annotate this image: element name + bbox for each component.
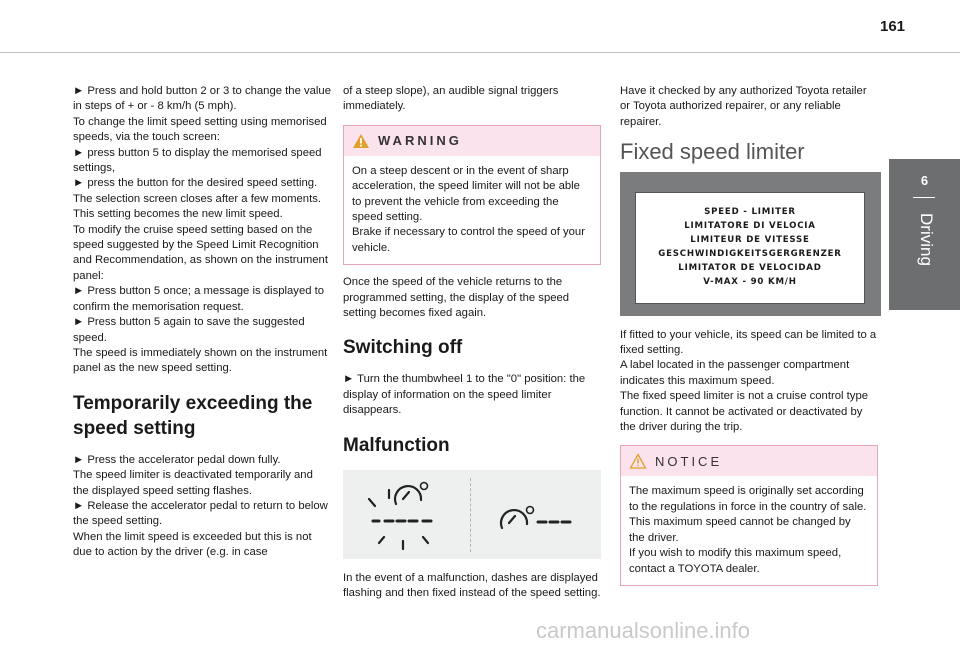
paragraph: When the limit speed is exceeded but this is not due to action by the driver (e.g. in case — [73, 530, 312, 559]
notice-header — [621, 446, 877, 476]
paragraph: Once the speed of the vehicle returns to the programmed setting, the display of the speed setting becomes fixed again. — [343, 276, 570, 320]
speed-limiter-label-photo — [620, 172, 881, 316]
paragraph: This setting becomes the new limit speed. — [73, 208, 283, 221]
illustration-divider — [470, 478, 471, 552]
label-line: LIMITATORE DI VELOCIA — [684, 221, 816, 232]
flashing-dashes-speedometer-icon — [343, 470, 463, 559]
notice-icon — [629, 453, 647, 469]
notice-title: NOTICE — [655, 453, 723, 469]
warning-header — [344, 126, 600, 156]
section-heading-malfunction: Malfunction — [343, 434, 450, 456]
paragraph: Brake if necessary to control the speed of your vehicle. — [352, 226, 585, 254]
paragraph: Have it checked by any authorized Toyota retailer or Toyota authorized repairer, or any reliable repairer. — [620, 85, 867, 128]
label-line: LIMITATOR DE VELOCIDAD — [678, 263, 822, 274]
page-number: 161 — [880, 18, 906, 35]
column-2 — [343, 84, 601, 602]
paragraph: If fitted to your vehicle, its speed can be limited to a fixed setting. — [620, 328, 877, 357]
paragraph: ► Release the accelerator pedal to return to below the speed setting. — [73, 499, 328, 528]
paragraph: The speed is immediately shown on the instrument panel as the new speed setting. — [73, 346, 328, 375]
paragraph: The fixed speed limiter is not a cruise control type function. It cannot be activated or deactivated by the driver during the trip. — [620, 390, 869, 434]
paragraph: In the event of a malfunction, dashes are displayed flashing and then fixed instead of the speed setting. — [343, 571, 601, 600]
warning-title: WARNING — [378, 133, 462, 149]
paragraph: ► Press button 5 once; a message is displayed to confirm the memorisation request. — [73, 285, 325, 313]
label-line: SPEED - LIMITER — [704, 207, 796, 218]
paragraph: ► Press and hold button 2 or 3 to change the value in steps of + or - 8 km/h (5 mph). — [73, 85, 332, 113]
paragraph: ► Press the accelerator pedal down fully. — [73, 453, 281, 466]
label-line: V-MAX - 90 KM/H — [703, 277, 797, 288]
fixed-dashes-speedometer-icon — [488, 470, 598, 559]
paragraph: On a steep descent or in the event of sharp acceleration, the speed limiter will not be able to prevent the vehicle from exceeding the speed setting. — [352, 164, 580, 224]
chapter-number: 6 — [920, 173, 929, 188]
chapter-title: Driving — [917, 213, 936, 266]
paragraph: The selection screen closes after a few moments. — [73, 192, 322, 205]
section-heading-switching-off: Switching off — [343, 337, 463, 359]
paragraph: of a steep slope), an audible signal triggers immediately. — [343, 85, 559, 113]
paragraph: ► press the button for the desired speed setting. — [73, 177, 318, 190]
warning-box — [343, 125, 601, 265]
paragraph: To modify the cruise speed setting based on the speed suggested by the Speed Limit Recognition and Recommendation, as shown on the instrument panel: — [73, 223, 328, 282]
section-heading-temporarily-exceeding: Temporarily exceeding the speed setting — [73, 392, 313, 439]
column-3 — [620, 84, 878, 596]
chapter-tab-divider — [913, 197, 935, 198]
paragraph: ► press button 5 to display the memorised speed settings, — [73, 146, 322, 175]
warning-icon — [352, 133, 370, 149]
paragraph: ► Press button 5 again to save the suggested speed. — [73, 316, 305, 344]
column-1 — [73, 84, 331, 561]
paragraph: This maximum speed cannot be changed by the driver. — [629, 516, 851, 544]
chapter-tab — [889, 159, 960, 310]
paragraph: ► Turn the thumbwheel 1 to the "0" position: the display of information on the speed limiter disappears. — [343, 373, 586, 417]
speed-limiter-label — [635, 192, 865, 304]
paragraph: A label located in the passenger compartment indicates this maximum speed. — [620, 359, 850, 387]
paragraph: The speed limiter is deactivated temporarily and the displayed speed setting flashes. — [73, 469, 313, 497]
notice-body — [621, 476, 877, 584]
watermark: carmanualsonline.info — [536, 618, 751, 643]
paragraph: The maximum speed is originally set according to the regulations in force in the country of sale. — [629, 485, 867, 513]
warning-body — [344, 156, 600, 264]
paragraph: To change the limit speed setting using memorised speeds, via the touch screen: — [73, 115, 327, 144]
malfunction-illustration — [343, 470, 601, 559]
label-line: GESCHWINDIGKEITSGERGRENZER — [658, 249, 842, 260]
header-rule — [0, 52, 960, 53]
paragraph: If you wish to modify this maximum speed, contact a TOYOTA dealer. — [629, 547, 842, 575]
notice-box — [620, 445, 878, 585]
section-heading-fixed-speed-limiter: Fixed speed limiter — [620, 139, 805, 165]
label-line: LIMITEUR DE VITESSE — [690, 235, 810, 246]
